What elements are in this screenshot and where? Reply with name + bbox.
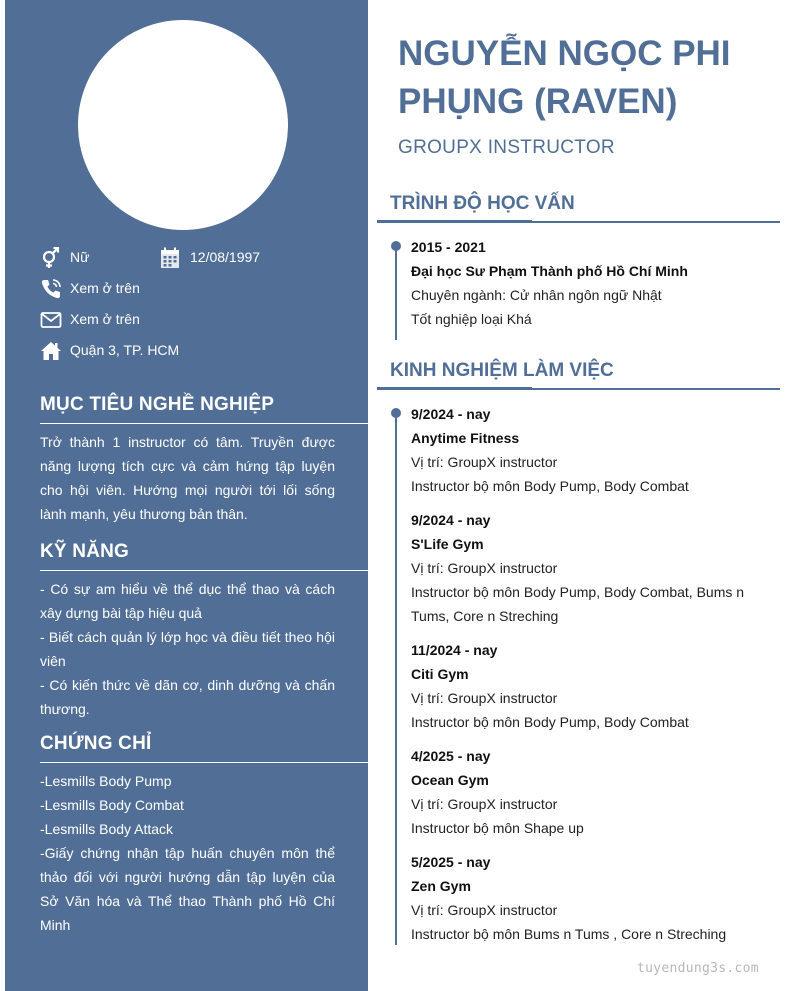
skills-divider [40, 570, 368, 571]
experience-position: Vị trí: GroupX instructor [411, 796, 558, 812]
experience-period: 5/2025 - nay [411, 854, 491, 870]
job-title: GROUPX INSTRUCTOR [398, 137, 615, 158]
experience-heading: KINH NGHIỆM LÀM VIỆC [390, 360, 614, 381]
experience-description: Instructor bộ môn Shape up [411, 820, 584, 836]
objective-divider [40, 423, 368, 424]
objective-heading: MỤC TIÊU NGHỀ NGHIỆP [40, 394, 275, 415]
phone-icon [40, 278, 62, 300]
experience-period: 9/2024 - nay [411, 512, 491, 528]
phone-value: Xem ở trên [70, 280, 140, 296]
experience-company: S'Life Gym [411, 536, 484, 552]
certificates-heading: CHỨNG CHỈ [40, 733, 152, 754]
experience-timeline-line [395, 412, 397, 945]
experience-company: Citi Gym [411, 666, 469, 682]
skills-heading: KỸ NĂNG [40, 541, 130, 562]
experience-entry [411, 638, 771, 734]
experience-description: Instructor bộ môn Body Pump, Body Combat, Bums n Tums, Core n Streching [411, 584, 745, 624]
experience-position: Vị trí: GroupX instructor [411, 454, 558, 470]
skill-item: - Biết cách quản lý lớp học và điều tiết theo hội viên [40, 629, 335, 669]
gender-value: Nữ [70, 249, 90, 265]
certificate-item: -Lesmills Body Attack [40, 821, 174, 837]
objective-text: Trở thành 1 instructor có tâm. Truyền được năng lượng tích cực và cảm hứng tập luyện cho hội viên. Hướng mọi người tới lối sống lành mạnh, yêu thương bản thân. [40, 434, 335, 522]
education-entry [411, 235, 771, 331]
experience-period: 4/2025 - nay [411, 748, 491, 764]
gender-icon [40, 247, 62, 269]
certificate-item: -Lesmills Body Combat [40, 797, 184, 813]
experience-position: Vị trí: GroupX instructor [411, 690, 558, 706]
sidebar [5, 0, 368, 991]
experience-company: Anytime Fitness [411, 430, 520, 446]
education-timeline-dot [391, 241, 401, 251]
certificates-divider [40, 762, 368, 763]
experience-company: Zen Gym [411, 878, 471, 894]
education-school: Đại học Sư Phạm Thành phố Hồ Chí Minh [411, 263, 688, 279]
experience-timeline-dot [391, 408, 401, 418]
certificates-list [40, 769, 335, 937]
candidate-name: NGUYỄN NGỌC PHI PHỤNG (RAVEN) [398, 34, 731, 121]
email-value: Xem ở trên [70, 311, 140, 327]
experience-entry [411, 850, 771, 946]
experience-period: 9/2024 - nay [411, 406, 491, 422]
home-icon [40, 340, 62, 362]
calendar-icon [160, 247, 180, 269]
skill-item: - Có sự am hiểu về thể dục thể thao và cách xây dựng bài tập hiệu quả [40, 581, 335, 621]
experience-entry [411, 402, 771, 498]
experience-entry [411, 744, 771, 840]
education-timeline-line [395, 245, 397, 340]
experience-period: 11/2024 - nay [411, 642, 498, 658]
certificate-item: -Lesmills Body Pump [40, 773, 172, 789]
watermark: tuyendung3s.com [637, 961, 759, 976]
mail-icon [40, 309, 62, 331]
experience-company: Ocean Gym [411, 772, 489, 788]
experience-divider-accent [377, 387, 532, 390]
certificate-item: -Giấy chứng nhận tập huấn chuyên môn thể thảo đối với người hướng dẫn tập luyện của Sở Văn hóa và Thể thao Thành phố Hồ Chí Minh [40, 845, 335, 933]
skills-list [40, 577, 335, 721]
experience-description: Instructor bộ môn Body Pump, Body Combat [411, 478, 689, 494]
education-major: Chuyên ngành: Cử nhân ngôn ngữ Nhật [411, 287, 662, 303]
avatar [78, 20, 288, 230]
experience-description: Instructor bộ môn Bums n Tums , Core n Streching [411, 926, 727, 942]
skill-item: - Có kiến thức về dãn cơ, dinh dưỡng và chấn thương. [40, 677, 335, 717]
education-divider-accent [377, 220, 532, 223]
birthday-value: 12/08/1997 [190, 249, 261, 265]
education-result: Tốt nghiệp loại Khá [411, 311, 532, 327]
address-value: Quận 3, TP. HCM [70, 342, 180, 358]
experience-position: Vị trí: GroupX instructor [411, 560, 558, 576]
education-period: 2015 - 2021 [411, 239, 486, 255]
education-heading: TRÌNH ĐỘ HỌC VẤN [390, 193, 575, 214]
experience-description: Instructor bộ môn Body Pump, Body Combat [411, 714, 689, 730]
experience-entry [411, 508, 771, 628]
experience-position: Vị trí: GroupX instructor [411, 902, 558, 918]
